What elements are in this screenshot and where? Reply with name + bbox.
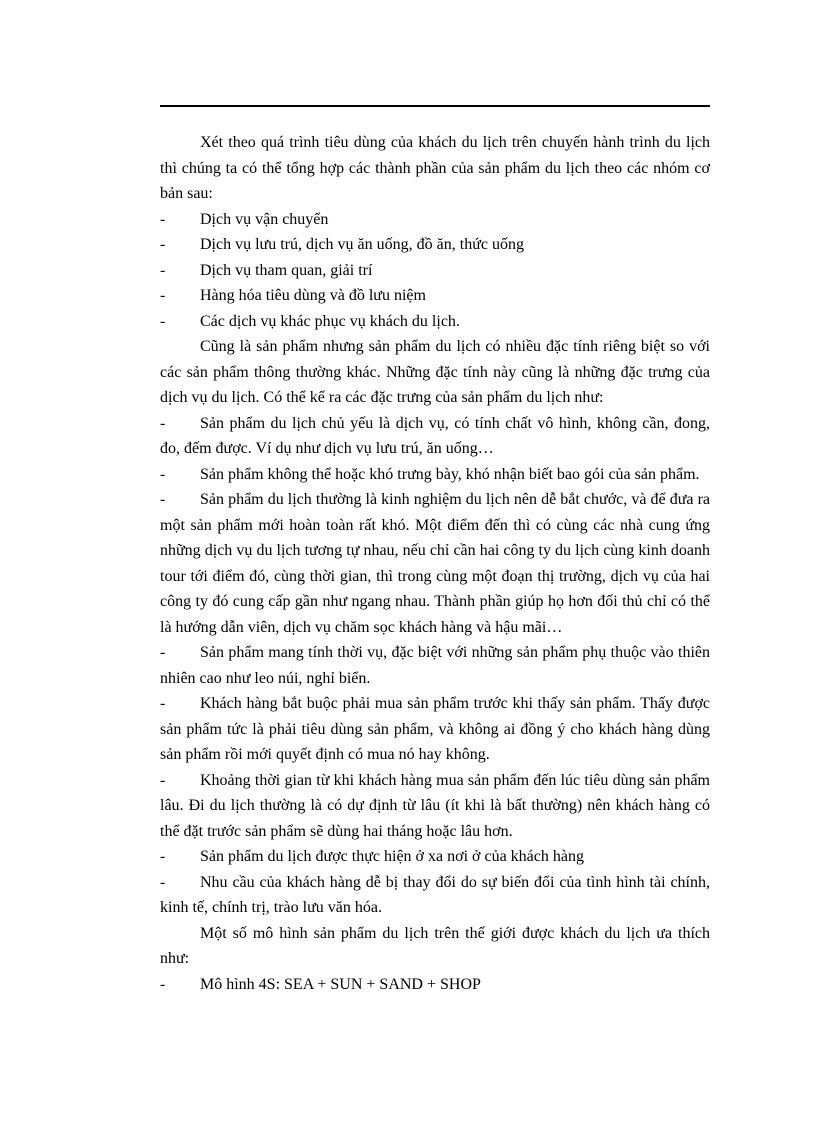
feature-item: - Sản phẩm mang tính thời vụ, đặc biệt với những sản phẩm phụ thuộc vào thiên nhiên cao như leo núi, nghỉ biển. bbox=[160, 640, 710, 691]
bullet-dash: - bbox=[160, 771, 166, 789]
component-item: - Dịch vụ lưu trú, dịch vụ ăn uống, đồ ăn, thức uống bbox=[160, 232, 710, 258]
component-item: - Dịch vụ tham quan, giải trí bbox=[160, 258, 710, 284]
bullet-dash: - bbox=[160, 975, 166, 993]
feature-item: - Nhu cầu của khách hàng dễ bị thay đổi do sự biến đổi của tình hình tài chính, kinh tế, chính trị, trào lưu văn hóa. bbox=[160, 870, 710, 921]
component-item: - Các dịch vụ khác phục vụ khách du lịch. bbox=[160, 309, 710, 335]
document-body bbox=[160, 130, 710, 997]
features-intro-paragraph: Cũng là sản phẩm nhưng sản phẩm du lịch có nhiều đặc tính riêng biệt so với các sản phẩm thông thường khác. Những đặc tính này cũng là những đặc trưng của dịch vụ du lịch. Có thể kể ra các đặc trưng của sản phẩm du lịch như: bbox=[160, 338, 710, 406]
feature-item: - Sản phẩm du lịch được thực hiện ở xa nơi ở của khách hàng bbox=[160, 844, 710, 870]
bullet-dash: - bbox=[160, 261, 166, 279]
feature-item: - Khoảng thời gian từ khi khách hàng mua sản phẩm đến lúc tiêu dùng sản phẩm lâu. Đi du lịch thường là có dự định từ lâu (ít khi là bất thường) nên khách hàng có thể đặt trước sản phẩm sẽ dùng hai tháng hoặc lâu hơn. bbox=[160, 768, 710, 845]
bullet-dash: - bbox=[160, 287, 166, 304]
feature-item: - Sản phẩm du lịch chủ yếu là dịch vụ, có tính chất vô hình, không cần, đong, đo, đếm được. Ví dụ như dịch vụ lưu trú, ăn uống… bbox=[160, 411, 710, 462]
bullet-dash: - bbox=[160, 236, 166, 253]
bullet-dash: - bbox=[160, 491, 166, 508]
bullet-dash: - bbox=[160, 873, 166, 891]
bullet-dash: - bbox=[160, 695, 166, 712]
bullet-dash: - bbox=[160, 414, 166, 432]
bullet-dash: - bbox=[160, 312, 166, 330]
feature-item: - Khách hàng bắt buộc phải mua sản phẩm trước khi thấy sản phẩm. Thấy được sản phẩm tức là phải tiêu dùng sản phẩm, và không ai đồng ý cho khách hàng dùng sản phẩm rồi mới quyết định có mua nó hay không. bbox=[160, 691, 710, 768]
bullet-dash: - bbox=[160, 848, 166, 865]
feature-item: - Sản phẩm du lịch thường là kinh nghiệm du lịch nên dễ bắt chước, và để đưa ra một sản phẩm mới hoàn toàn rất khó. Một điểm đến thì có cùng các nhà cung ứng những dịch vụ du lịch tương tự nhau, nếu chỉ cần hai công ty du lịch cùng kinh doanh tour tới điểm đó, cùng thời gian, thì trong cùng một đoạn thị trường, dịch vụ của hai công ty đó cung cấp gần như ngang nhau. Thành phần giúp họ hơn đối thủ chỉ có thể là hướng dẫn viên, dịch vụ chăm sọc khách hàng và hậu mãi… bbox=[160, 487, 710, 640]
component-item: - Dịch vụ vận chuyển bbox=[160, 207, 710, 233]
bullet-dash: - bbox=[160, 465, 166, 483]
models-intro-paragraph: Một số mô hình sản phẩm du lịch trên thế giới được khách du lịch ưa thích như: bbox=[160, 924, 710, 967]
bullet-dash: - bbox=[160, 210, 166, 228]
component-item: - Hàng hóa tiêu dùng và đồ lưu niệm bbox=[160, 283, 710, 309]
bullet-dash: - bbox=[160, 644, 166, 661]
feature-item: - Sản phẩm không thể hoặc khó trưng bày, khó nhận biết bao gói của sản phẩm. bbox=[160, 462, 710, 488]
model-item: - Mô hình 4S: SEA + SUN + SAND + SHOP bbox=[160, 972, 710, 998]
header-rule bbox=[160, 105, 710, 107]
intro-paragraph: Xét theo quá trình tiêu dùng của khách du lịch trên chuyến hành trình du lịch thì chúng ta có thể tổng hợp các thành phần của sản phẩm du lịch theo các nhóm cơ bản sau: bbox=[160, 134, 710, 202]
